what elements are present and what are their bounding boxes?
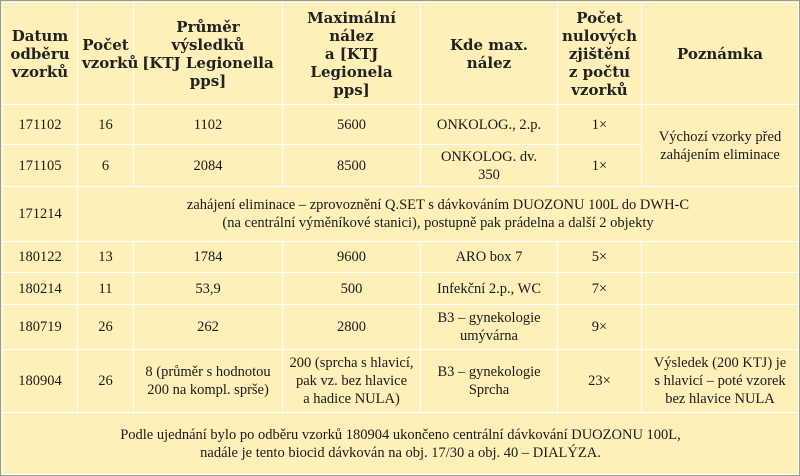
header-count: Počet vzorků	[78, 3, 134, 105]
header-average: Průměr výsledků [KTJ Legionella pps]	[134, 3, 283, 105]
cell-location: B3 – gynekologie Sprcha	[421, 350, 558, 413]
table-row	[3, 242, 799, 273]
cell-date: 180122	[3, 242, 78, 273]
cell-maximum: 9600	[283, 242, 421, 273]
header-maximum: Maximální nález a [KTJ Legionela pps]	[283, 3, 421, 105]
cell-location: ARO box 7	[421, 242, 558, 273]
cell-maximum: 200 (sprcha s hlavicí, pak vz. bez hlavice a hadice NULA)	[283, 350, 421, 413]
cell-maximum: 8500	[283, 145, 421, 187]
footer-row	[3, 413, 799, 475]
cell-average: 8 (průměr s hodnotou 200 na kompl. sprše)	[134, 350, 283, 413]
cell-date: 180214	[3, 273, 78, 305]
cell-average: 1784	[134, 242, 283, 273]
cell-count: 16	[78, 105, 134, 145]
cell-note	[642, 273, 799, 305]
cell-date: 171214	[3, 187, 78, 242]
table-row	[3, 105, 799, 145]
cell-location: ONKOLOG., 2.p.	[421, 105, 558, 145]
cell-zero-findings: 1×	[558, 145, 642, 187]
cell-location: B3 – gynekologie umývárna	[421, 305, 558, 350]
footer-note: Podle ujednání bylo po odběru vzorků 180904 ukončeno centrální dávkování DUOZONU 100L, nadále je tento biocid dávkován na obj. 17/30 a obj. 40 – DIALÝZA.	[3, 413, 799, 475]
header-row	[3, 3, 799, 105]
cell-maximum: 2800	[283, 305, 421, 350]
cell-average: 1102	[134, 105, 283, 145]
cell-date: 171105	[3, 145, 78, 187]
legionella-results-table	[2, 2, 799, 475]
header-location: Kde max. nález	[421, 3, 558, 105]
cell-location: Infekční 2.p., WC	[421, 273, 558, 305]
cell-date: 180719	[3, 305, 78, 350]
cell-count: 6	[78, 145, 134, 187]
header-zero-findings: Počet nulových zjištění z počtu vzorků	[558, 3, 642, 105]
cell-note	[642, 242, 799, 273]
header-date: Datum odběru vzorků	[3, 3, 78, 105]
table-row	[3, 305, 799, 350]
table-row	[3, 187, 799, 242]
cell-note-initial-samples: Výchozí vzorky před zahájením eliminace	[642, 105, 799, 187]
cell-count: 11	[78, 273, 134, 305]
header-note: Poznámka	[642, 3, 799, 105]
cell-average: 53,9	[134, 273, 283, 305]
cell-zero-findings: 7×	[558, 273, 642, 305]
cell-date: 180904	[3, 350, 78, 413]
cell-zero-findings: 5×	[558, 242, 642, 273]
cell-count: 26	[78, 305, 134, 350]
cell-location: ONKOLOG. dv. 350	[421, 145, 558, 187]
cell-count: 13	[78, 242, 134, 273]
cell-maximum: 500	[283, 273, 421, 305]
cell-zero-findings: 23×	[558, 350, 642, 413]
cell-maximum: 5600	[283, 105, 421, 145]
cell-count: 26	[78, 350, 134, 413]
cell-average: 2084	[134, 145, 283, 187]
cell-zero-findings: 9×	[558, 305, 642, 350]
cell-note	[642, 305, 799, 350]
table-row	[3, 350, 799, 413]
table-row	[3, 273, 799, 305]
cell-note: Výsledek (200 KTJ) je s hlavicí – poté vzorek bez hlavice NULA	[642, 350, 799, 413]
cell-average: 262	[134, 305, 283, 350]
cell-date: 171102	[3, 105, 78, 145]
cell-elimination-start-note: zahájení eliminace – zprovoznění Q.SET s dávkováním DUOZONU 100L do DWH-C (na centrální výměníkové stanici), postupně pak prádelna a další 2 objekty	[78, 187, 799, 242]
cell-zero-findings: 1×	[558, 105, 642, 145]
